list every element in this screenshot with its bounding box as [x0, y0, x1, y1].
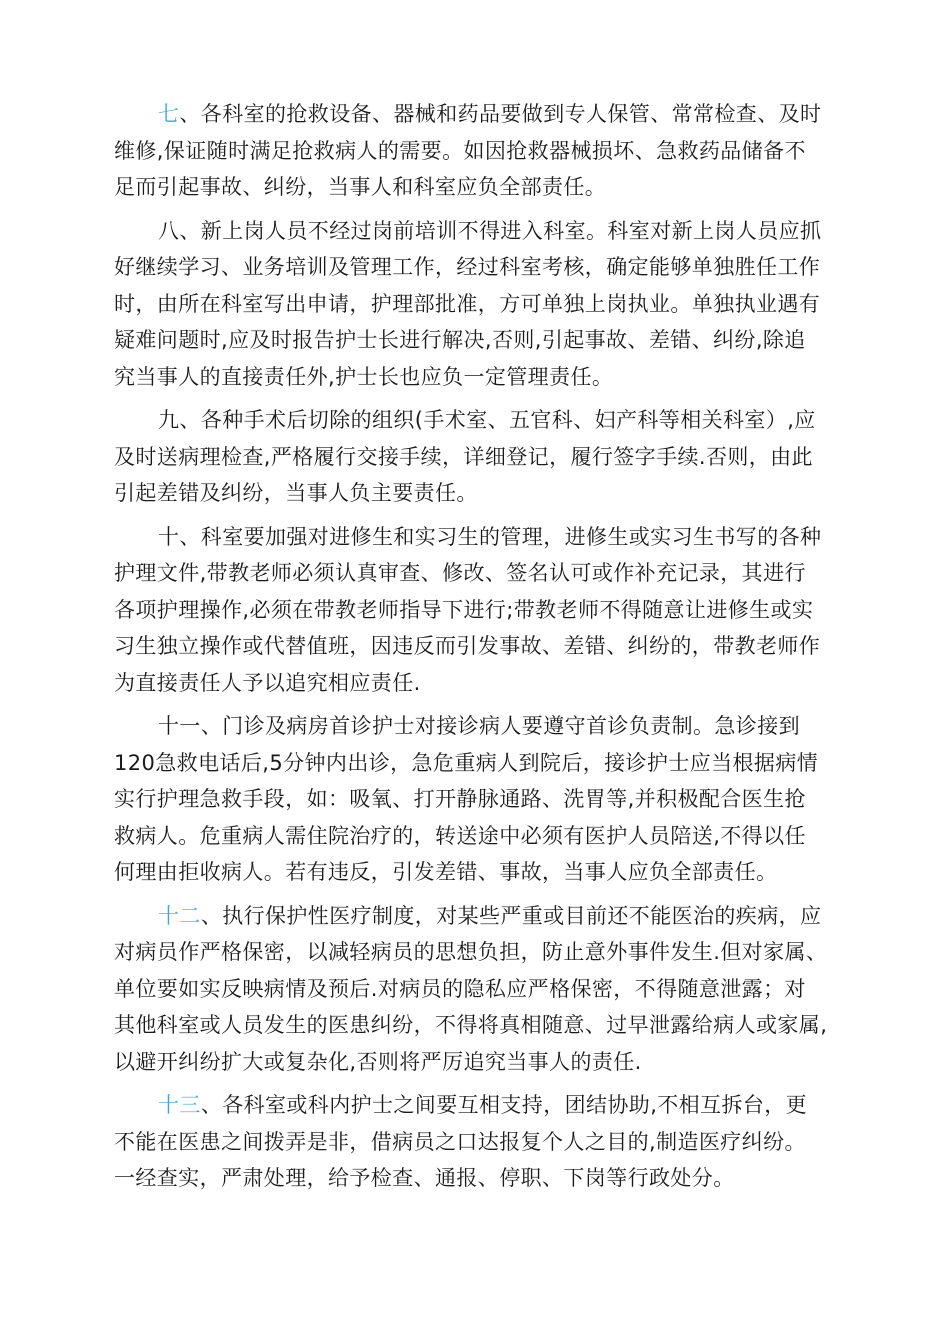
line-text: 各项护理操作,必须在带教老师指导下进行;带教老师不得随意让进修生或实: [114, 597, 814, 622]
clause-number: 十二: [158, 903, 201, 928]
paragraph: [114, 1087, 864, 1197]
text-line: [114, 898, 864, 935]
line-text: 、门诊及病房首诊护士对接诊病人要遵守首诊负责制。急诊接到: [200, 714, 801, 738]
text-line: [114, 286, 864, 323]
text-line: [114, 439, 864, 476]
line-text: 护理文件,带教老师必须认真审查、修改、签名认可或作补充记录，其进行: [114, 561, 806, 585]
line-text: 对病员作严格保密，以减轻病员的思想负担，防止意外事件发生.但对家属、: [114, 940, 828, 964]
text-line: [114, 359, 864, 396]
line-text: 足而引起事故、纠纷，当事人和科室应负全部责任。: [114, 175, 607, 199]
line-text: 、执行保护性医疗制度，对某些严重或目前还不能医治的疾病，应: [200, 903, 822, 928]
text-line: [114, 854, 864, 891]
text-line: [114, 592, 864, 629]
line-text: 一经查实，严肃处理，给予检查、通报、停职、下岗等行政处分。: [114, 1166, 735, 1190]
line-text: 究当事人的直接责任外,护士长也应负一定管理责任。: [114, 364, 614, 389]
line-text: 及时送病理检查,严格履行交接手续，详细登记，履行签字手续.否则，由此: [114, 444, 813, 469]
line-text: 好继续学习、业务培训及管理工作，经过科室考核，确定能够单独胜任工作: [114, 255, 821, 279]
text-line: [114, 249, 864, 286]
text-line: [114, 519, 864, 556]
clause-number: 十一: [158, 714, 201, 738]
clause-number: 十三: [158, 1093, 201, 1117]
text-line: [114, 745, 864, 782]
text-line: [114, 1087, 864, 1124]
clause-number: 八: [158, 218, 180, 243]
text-line: [114, 96, 864, 133]
clause-number: 九: [158, 408, 180, 432]
line-text: 维修,保证随时满足抢救病人的需要。如因抢救器械损坏、急救药品储备不: [114, 138, 806, 163]
line-text: 引起差错及纠纷，当事人负主要责任。: [114, 481, 478, 505]
text-line: [114, 1124, 864, 1161]
clause-number: 十: [158, 524, 180, 549]
text-line: [114, 665, 864, 702]
line-text: 救病人。危重病人需住院治疗的，转送途中必须有医护人员陪送,不得以任: [114, 823, 806, 848]
line-text: 时，由所在科室写出申请，护理部批准，方可单独上岗执业。单独执业遇有: [114, 291, 821, 316]
paragraph: [114, 96, 864, 206]
text-line: [114, 322, 864, 359]
line-text: 实行护理急救手段，如：吸氧、打开静脉通路、洗胃等,并积极配合医生抢: [114, 787, 806, 811]
document-body: [114, 96, 864, 1204]
paragraph: [114, 402, 864, 512]
text-line: [114, 1160, 864, 1197]
line-text: 疑难问题时,应及时报告护士长进行解决,否则,引起事故、差错、纠纷,除追: [114, 328, 806, 352]
line-text: 以避开纠纷扩大或复杂化,否则将严厉追究当事人的责任.: [114, 1049, 642, 1074]
text-line: [114, 169, 864, 206]
line-text: 其他科室或人员发生的医患纠纷，不得将真相随意、过早泄露给病人或家属,: [114, 1013, 828, 1037]
line-text: 120急救电话后,5分钟内出诊，急危重病人到院后，接诊护士应当根据病情: [114, 750, 819, 775]
text-line: [114, 555, 864, 592]
line-text: 为直接责任人予以追究相应责任.: [114, 670, 421, 695]
line-text: 、新上岗人员不经过岗前培训不得进入科室。科室对新上岗人员应抓: [179, 218, 822, 243]
paragraph: [114, 708, 864, 891]
text-line: [114, 781, 864, 818]
line-text: 习生独立操作或代替值班，因违反而引发事故、差错、纠纷的，带教老师作: [114, 634, 821, 658]
text-line: [114, 934, 864, 971]
text-line: [114, 1044, 864, 1081]
text-line: [114, 213, 864, 250]
text-line: [114, 628, 864, 665]
line-text: 何理由拒收病人。若有违反，引发差错、事故，当事人应负全部责任。: [114, 860, 778, 884]
paragraph: [114, 519, 864, 702]
text-line: [114, 708, 864, 745]
line-text: 、科室要加强对进修生和实习生的管理，进修生或实习生书写的各种: [179, 524, 822, 549]
line-text: 、各种手术后切除的组织(手术室、五官科、妇产科等相关科室）,应: [179, 408, 816, 432]
clause-number: 七: [158, 102, 180, 126]
text-line: [114, 133, 864, 170]
text-line: [114, 475, 864, 512]
text-line: [114, 402, 864, 439]
text-line: [114, 971, 864, 1008]
text-line: [114, 1007, 864, 1044]
line-text: 单位要如实反映病情及预后.对病员的隐私应严格保密，不得随意泄露；对: [114, 976, 806, 1001]
line-text: 、各科室或科内护士之间要互相支持，团结协助,不相互拆台，更: [200, 1093, 808, 1117]
line-text: 不能在医患之间拨弄是非，借病员之口达报复个人之目的,制造医疗纠纷。: [114, 1129, 806, 1154]
paragraph: [114, 898, 864, 1081]
text-line: [114, 818, 864, 855]
paragraph: [114, 213, 864, 396]
line-text: 、各科室的抢救设备、器械和药品要做到专人保管、常常检查、及时: [179, 102, 822, 126]
